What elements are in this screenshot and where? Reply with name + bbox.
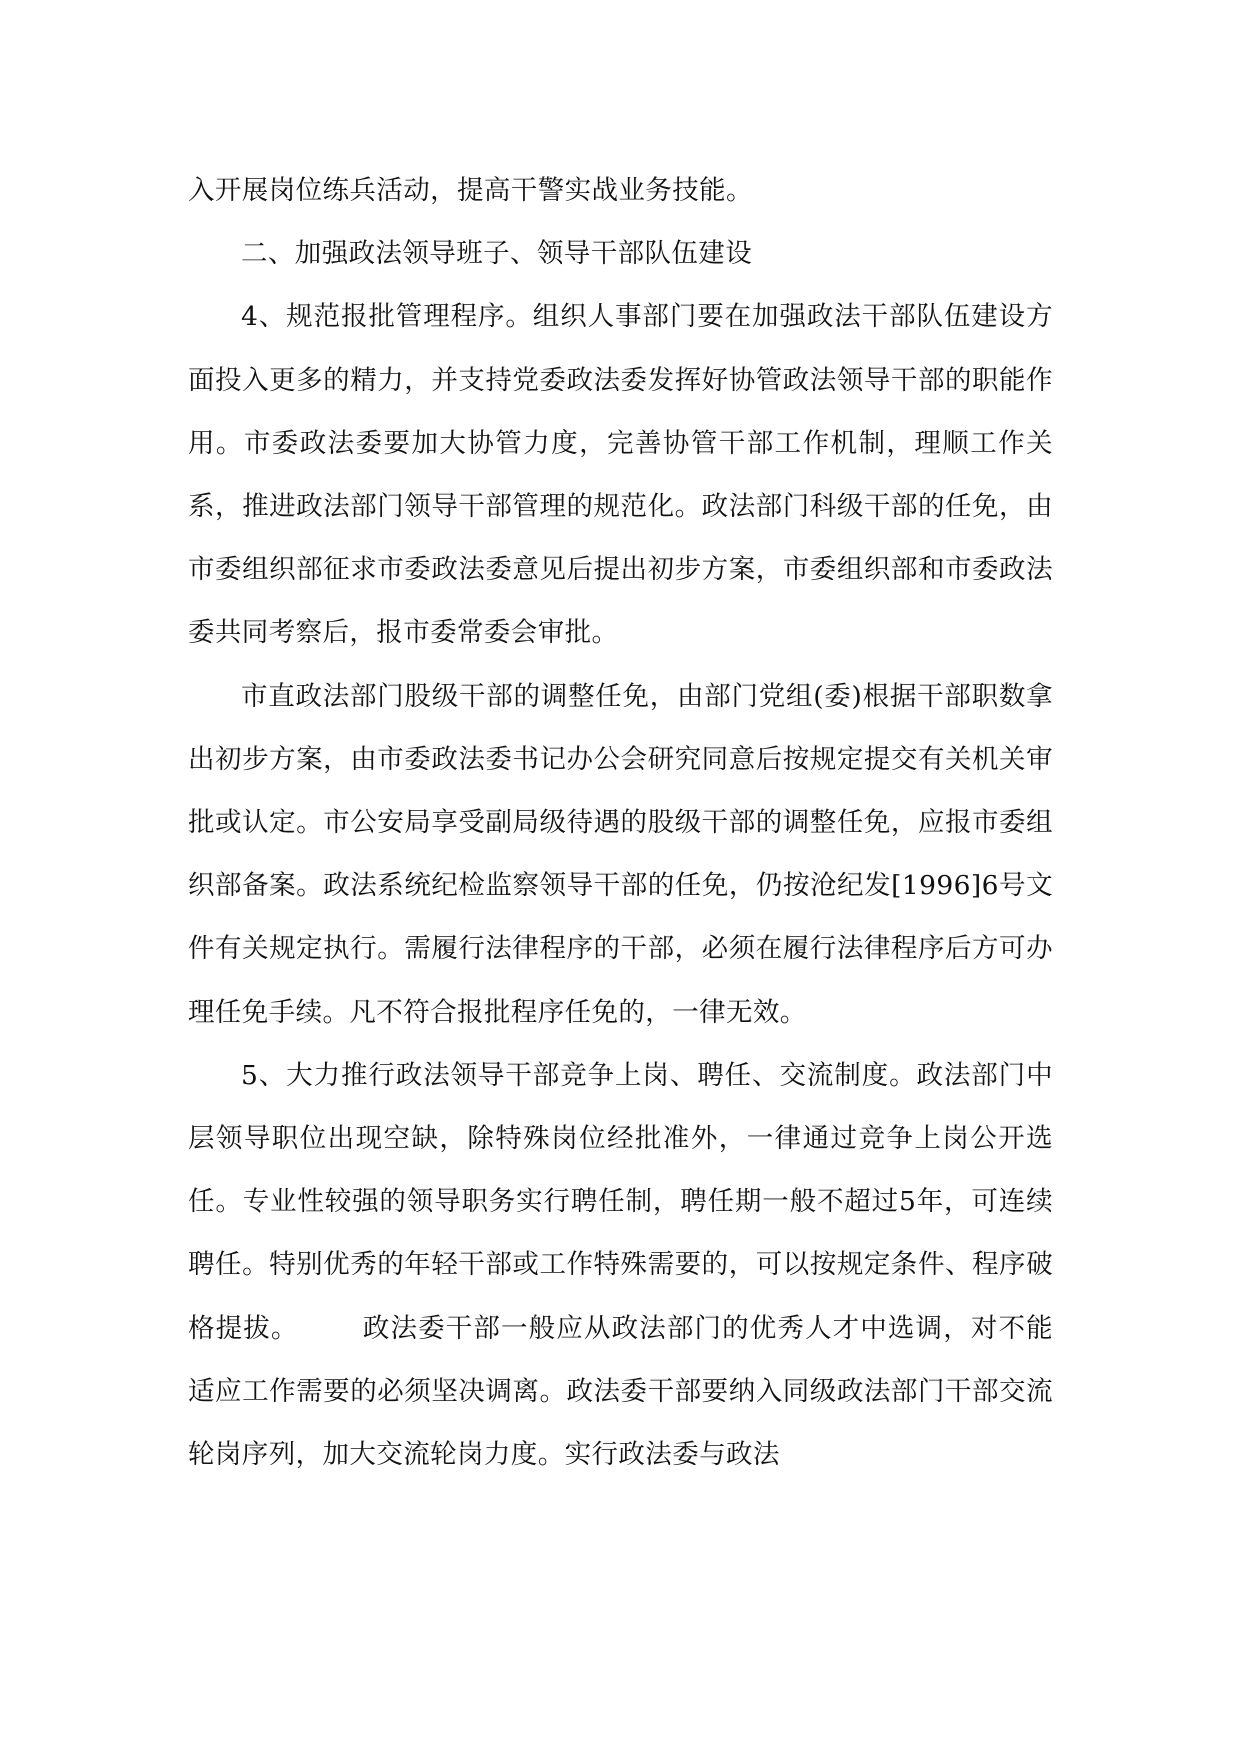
paragraph-item-5	[188, 1044, 1053, 1486]
document-body	[188, 159, 1053, 1486]
paragraph-item-4-continued: 市直政法部门股级干部的调整任免，由部门党组(委)根据干部职数拿出初步方案，由市委政法委书记办公会研究同意后按规定提交有关机关审批或认定。市公安局享受副局级待遇的股级干部的调整任免，应报市委组织部备案。政法系统纪检监察领导干部的任免，仍按沧纪发[1996]6号文件有关规定执行。需履行法律程序的干部，必须在履行法律程序后方可办理任免手续。凡不符合报批程序任免的，一律无效。	[188, 680, 1053, 1028]
section-heading: 二、加强政法领导班子、领导干部队伍建设	[241, 238, 753, 270]
paragraph-item-4: 4、规范报批管理程序。组织人事部门要在加强政法干部队伍建设方面投入更多的精力，并支持党委政法委发挥好协管政法领导干部的职能作用。市委政法委要加大协管力度，完善协管干部工作机制，理顺工作关系，推进政法部门领导干部管理的规范化。政法部门科级干部的任免，由市委组织部征求市委政法委意见后提出初步方案，市委组织部和市委政法委共同考察后，报市委常委会审批。	[188, 301, 1053, 649]
paragraph-item-5-text: 5、大力推行政法领导干部竞争上岗、聘任、交流制度。政法部门中层领导职位出现空缺，除特殊岗位经批准外，一律通过竞争上岗公开选任。专业性较强的领导职务实行聘任制，聘任期一般不超过5年，可连续聘任。特别优秀的年轻干部或工作特殊需要的，可以按规定条件、程序破格提拔。	[188, 1059, 1053, 1344]
paragraph-continued: 入开展岗位练兵活动，提高干警实战业务技能。	[188, 175, 753, 206]
paragraph-item-5-text-after-gap: 政法委干部一般应从政法部门的优秀人才中选调，对不能适应工作需要的必须坚决调离。政法委干部要纳入同级政法部门干部交流轮岗序列，加大交流轮岗力度。实行政法委与政法	[188, 1312, 1053, 1471]
